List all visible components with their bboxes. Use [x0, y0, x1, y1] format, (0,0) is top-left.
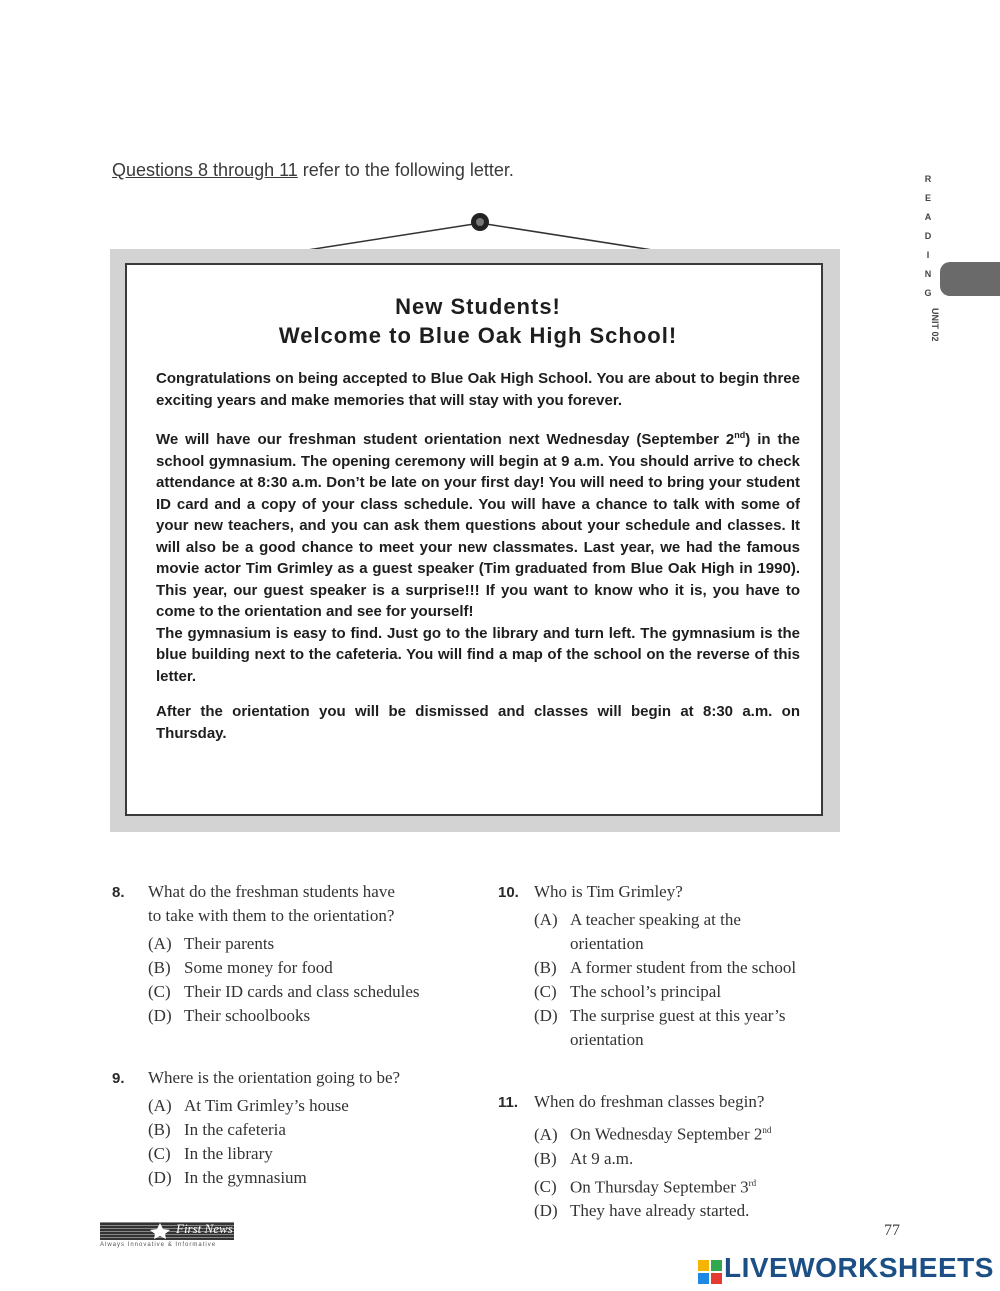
page-number: 77: [884, 1222, 900, 1239]
side-letter: I: [926, 250, 930, 260]
letter-paragraph-3: The gymnasium is easy to find. Just go to the library and turn left. The gymnasium is the blue building next to the cafeteria. You will find a map of the school on the reverse of this letter.: [156, 624, 800, 685]
questions-reference: Questions 8 through 11: [112, 160, 298, 180]
option-label: (A): [534, 910, 558, 929]
option-label: (D): [148, 1006, 172, 1025]
question-8-number: 8.: [112, 884, 125, 901]
letter-paragraph-4: After the orientation you will be dismissed and classes will begin at 8:30 a.m. on Thursday.: [156, 703, 800, 742]
question-9-number: 9.: [112, 1070, 125, 1087]
option-b[interactable]: [148, 1118, 349, 1142]
option-label: (B): [534, 1148, 557, 1168]
liveworksheets-brand: LIVEWORKSHEETS: [724, 1252, 994, 1283]
option-label: (C): [534, 1177, 557, 1197]
option-label: (C): [534, 982, 557, 1001]
option-text: In the cafeteria: [184, 1120, 286, 1139]
superscript: nd: [762, 1125, 772, 1135]
option-d-continued: orientation: [570, 1030, 644, 1049]
first-news-name: First News: [176, 1221, 233, 1236]
question-10-options: [534, 908, 796, 1052]
option-label: (B): [148, 958, 171, 977]
option-label: (A): [534, 1124, 558, 1144]
question-11-text: When do freshman classes begin?: [534, 1092, 765, 1111]
option-label: (A): [148, 1096, 172, 1115]
option-d[interactable]: [148, 1166, 349, 1190]
unit-tab-marker: [940, 262, 1000, 296]
letter-title: New Students!: [395, 294, 561, 319]
question-8-options: [148, 932, 420, 1028]
option-text: The school’s principal: [570, 982, 722, 1001]
option-c[interactable]: [534, 1171, 771, 1200]
option-d[interactable]: [534, 1004, 796, 1028]
question-8-line: to take with them to the orientation?: [148, 906, 395, 925]
side-letter: A: [924, 212, 932, 222]
question-11-number: 11.: [498, 1094, 519, 1111]
option-text: At 9 a.m.: [570, 1148, 634, 1168]
letter-subtitle: Welcome to Blue Oak High School!: [278, 323, 678, 348]
option-c[interactable]: [534, 980, 796, 1004]
option-text: Their parents: [184, 934, 275, 953]
letter-paragraph-2: [156, 425, 800, 623]
liveworksheets-icon: [698, 1260, 722, 1284]
letter-paragraph-1: Congratulations on being accepted to Blue Oak High School. You are about to begin three exciting years and make memories that will stay with you forever.: [156, 370, 800, 409]
letter-content: [156, 288, 800, 744]
option-label: (C): [148, 1144, 171, 1163]
option-b[interactable]: [534, 956, 796, 980]
question-10-text: Who is Tim Grimley?: [534, 882, 683, 901]
option-text: At Tim Grimley’s house: [184, 1096, 349, 1115]
option-text: Some money for food: [184, 958, 333, 977]
option-b[interactable]: [148, 956, 420, 980]
question-9-options: [148, 1094, 349, 1190]
option-label: (D): [534, 1201, 558, 1221]
option-label: (B): [534, 958, 557, 977]
side-letter: G: [924, 288, 932, 298]
side-letter: R: [924, 174, 932, 184]
option-d[interactable]: [148, 1004, 420, 1028]
paragraph-2-rest: ) in the school gymnasium. The opening ceremony will begin at 9 a.m. You should arrive to check attendance at 8:30 a.m. Don’t be late on your first day! You will need to bring your student ID card and a copy of your class schedule. You will have a chance to talk with some of your new teachers, and you can ask them questions about your schedule and classes. It will also be a good chance to meet your new classmates. Last year, we had the famous movie actor Tim Grimley as a guest speaker (Tim graduated from Blue Oak High in 1990). This year, our guest speaker is a surprise!!! If you want to know who it is, you have to come to the orientation and see for yourself!: [156, 431, 800, 620]
option-text: On Wednesday September 2: [570, 1124, 763, 1144]
option-label: (D): [148, 1168, 172, 1187]
question-8-text: [148, 880, 395, 928]
reading-side-label: [918, 170, 938, 303]
superscript: nd: [734, 430, 746, 440]
section-intro: [112, 160, 514, 181]
option-text: A teacher speaking at the: [570, 910, 741, 929]
option-text: In the gymnasium: [184, 1168, 307, 1187]
question-11-options: [534, 1118, 771, 1223]
star-icon: [146, 1222, 174, 1240]
first-news-tagline: Always Innovative & Informative: [100, 1242, 217, 1248]
option-label: (A): [148, 934, 172, 953]
side-letter: N: [924, 269, 932, 279]
option-c[interactable]: [148, 1142, 349, 1166]
option-label: (B): [148, 1120, 171, 1139]
option-a[interactable]: [148, 1094, 349, 1118]
option-a[interactable]: [534, 1118, 771, 1147]
side-letter: D: [924, 231, 932, 241]
intro-text: refer to the following letter.: [297, 160, 514, 180]
option-text: The surprise guest at this year’s: [570, 1006, 786, 1025]
option-text: They have already started.: [570, 1201, 750, 1221]
unit-label: UNIT 02: [930, 308, 940, 342]
option-a[interactable]: [534, 908, 796, 932]
option-label: (D): [534, 1006, 558, 1025]
option-label: (C): [148, 982, 171, 1001]
option-text: In the library: [184, 1144, 273, 1163]
question-9-text: Where is the orientation going to be?: [148, 1068, 401, 1087]
option-text: Their schoolbooks: [184, 1006, 311, 1025]
option-text: A former student from the school: [570, 958, 797, 977]
option-d[interactable]: [534, 1199, 771, 1223]
side-letter: E: [924, 193, 931, 203]
option-c[interactable]: [148, 980, 420, 1004]
option-a[interactable]: [148, 932, 420, 956]
option-text: Their ID cards and class schedules: [184, 982, 420, 1001]
option-text: On Thursday September 3: [570, 1177, 749, 1197]
superscript: rd: [748, 1177, 757, 1188]
option-a-continued: orientation: [570, 934, 644, 953]
question-10-number: 10.: [498, 884, 519, 901]
paragraph-2-start: We will have our freshman student orientation next Wednesday (September 2: [156, 431, 735, 448]
question-8-line: What do the freshman students have: [148, 882, 395, 901]
option-b[interactable]: [534, 1147, 771, 1171]
